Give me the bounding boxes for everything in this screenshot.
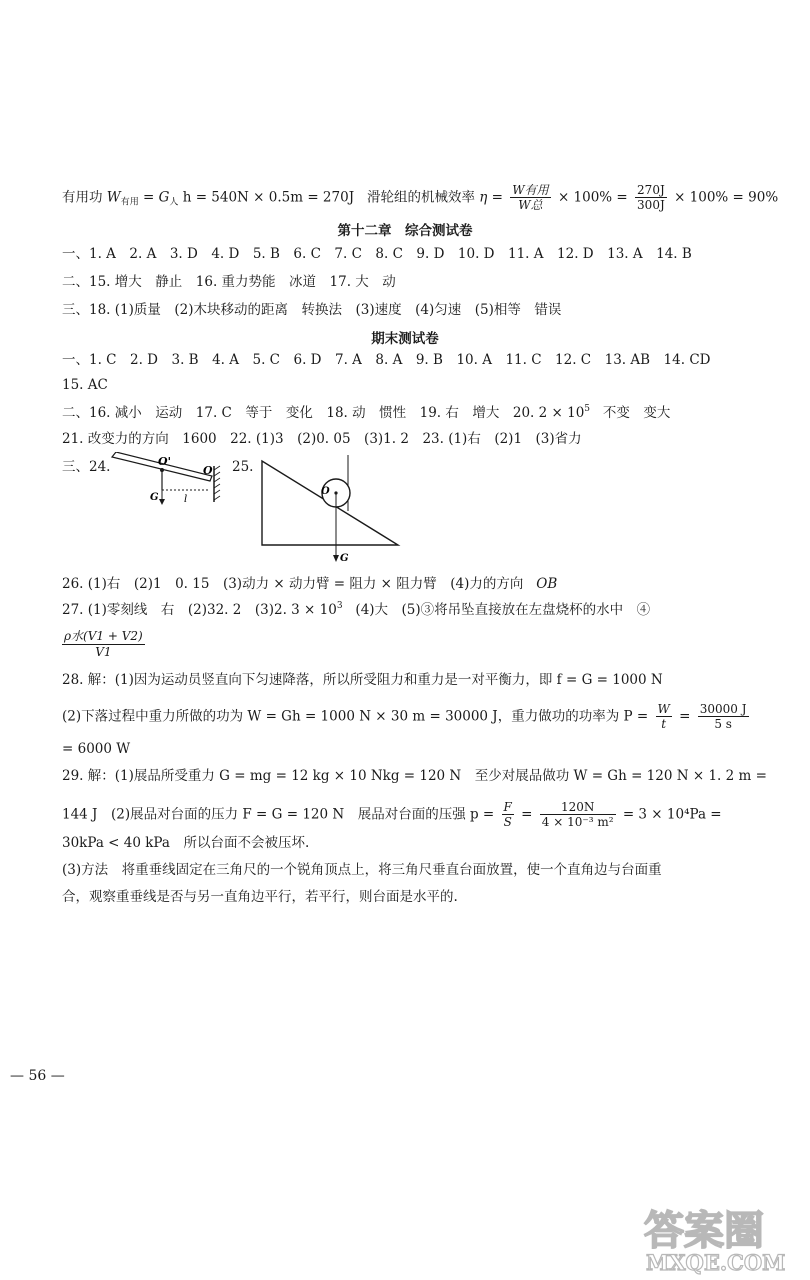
answer-28: 28. 解：(1)因为运动员竖直向下匀速降落，所以所受阻力和重力是一对平衡力，即 f = G = 1000 N <box>62 672 663 688</box>
answer-27: 27. (1)零刻线 右 (2)32. 2 (3)2. $3 \times 10^3$ (4)大 (5)③将吊坠直接放在左盘烧杯的水中 ④ <box>62 601 651 618</box>
answers-choice-2-cont: 15. AC <box>62 377 108 393</box>
label-l: l <box>184 494 188 505</box>
lever-diagram <box>100 452 230 510</box>
answer-28-power: = 6000 W <box>62 741 131 757</box>
answers-choice-1: 一、1. A 2. A 3. D 4. D 5. B 6. C 7. C 8. C 9. D 10. D 11. A 12. D 13. A 14. B <box>62 246 692 262</box>
answers-fill-2-cont: 21. 改变力的方向 1600 22. (1)3 (2)0. 05 (3)1. 2 23. (1)右 (2)1 (3)省力 <box>62 431 582 447</box>
q25-label: 25. <box>232 459 254 475</box>
label-o: O <box>321 486 330 497</box>
top-line: 有用功 $W_{有用} = G_人$ h = 540N × 0.5m = 270J 滑轮组的机械效率 η = $\frac{\text{W有用}}{\text{W总}}$ × 100% = $\frac{270J}{300J}$ × 100% = 90% <box>62 183 779 213</box>
section-title-final: 期末测试卷 <box>371 331 439 347</box>
q24-label: 三、24. <box>62 459 111 475</box>
page-number: — 56 — <box>10 1068 65 1084</box>
answer-27-fraction: $\frac{\text{ρ水(V1 + V2)}}{V1}$ <box>64 629 143 659</box>
answer-29-gravity: 29. 解：(1)展品所受重力 G = mg = 12 kg × 10 Nkg = 120 N 至少对展品做功 W = Gh = 120 N × 1. 2 m = <box>62 768 767 784</box>
watermark-url: MXQE.COM <box>646 1250 786 1275</box>
watermark-logo <box>640 1200 800 1275</box>
label-o: O <box>203 464 213 477</box>
answers-choice-2: 一、1. C 2. D 3. B 4. A 5. C 6. D 7. A 8. A 9. B 10. A 11. C 12. C 13. AB 14. CD <box>62 352 711 368</box>
efficiency-fraction: $\frac{\text{W有用}}{\text{W总}}$ <box>512 183 549 213</box>
section-title-chapter12: 第十二章 综合测试卷 <box>337 223 473 239</box>
answer-28-work: (2)下落过程中重力所做的功为 W = Gh = 1000 N × 30 m = 30000 J，重力做功的功率为 P = $\frac{W}{t}$ = $\frac{30000 J}{5 s}$ <box>62 702 747 732</box>
answer-26: 26. (1)右 (2)1 0. 15 (3)动力 × 动力臂 = 阻力 × 阻力臂 (4)力的方向 OB <box>62 576 558 592</box>
answer-29-method-cont: 合，观察重垂线是否与另一直角边平行，若平行，则台面是水平的. <box>62 889 458 905</box>
answers-experiment-1: 三、18. (1)质量 (2)木块移动的距离 转换法 (3)速度 (4)匀速 (5)相等 错误 <box>62 302 562 318</box>
label-g: G <box>340 553 349 564</box>
label-g: G <box>150 492 159 503</box>
label-o-prime: O' <box>158 455 171 468</box>
watermark-title: 答案圈 <box>644 1207 764 1254</box>
answer-29-conclusion: 30kPa < 40 kPa 所以台面不会被压坏. <box>62 835 310 851</box>
value-fraction: $\frac{270J}{300J}$ <box>637 183 665 213</box>
answer-29-pressure: 144 J (2)展品对台面的压力 F = G = 120 N 展品对台面的压强 p = $\frac{F}{S}$ = $\frac{120N}{\text{4 × 10⁻³ m²}}$ = 3 × 10⁴Pa = <box>62 800 722 830</box>
answers-fill-2: 二、16. 减小 运动 17. C 等于 变化 18. 动 惯性 19. 右 增大 20. $2 \times 10^5$ 不变 变大 <box>62 404 671 421</box>
incline-ball-diagram <box>258 455 406 565</box>
answer-29-method: (3)方法 将重垂线固定在三角尺的一个锐角顶点上，将三角尺垂直台面放置，使一个直角边与台面重 <box>62 862 662 878</box>
answers-fill-1: 二、15. 增大 静止 16. 重力势能 冰道 17. 大 动 <box>62 274 396 290</box>
